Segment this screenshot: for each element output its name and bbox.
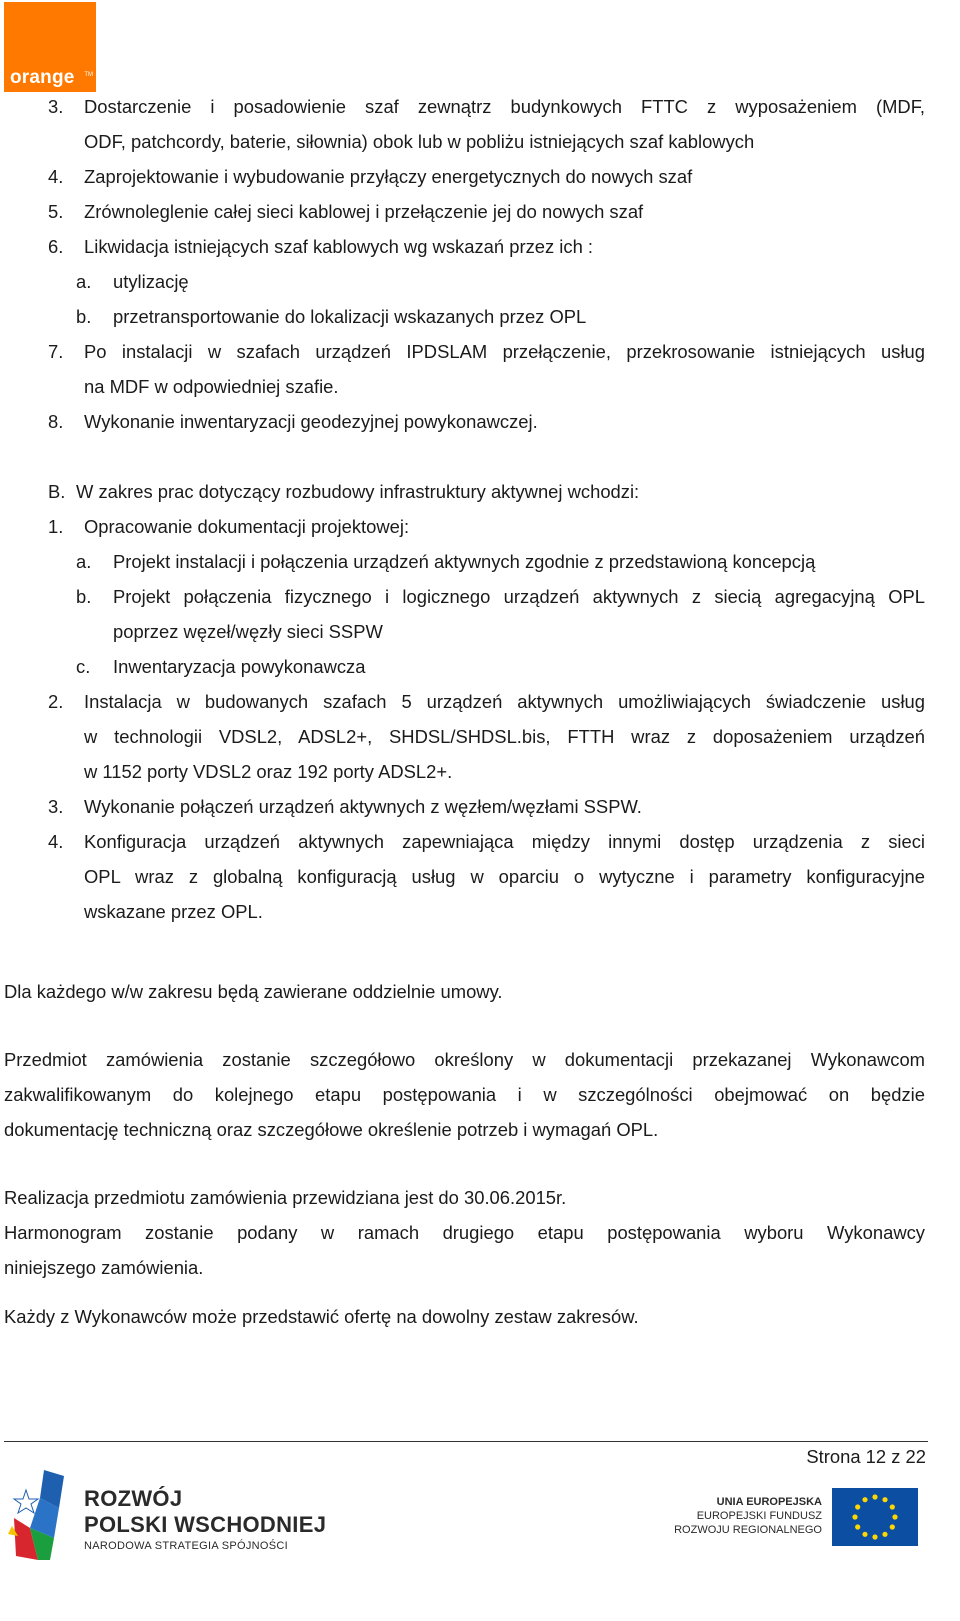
eu-text-line2: EUROPEJSKI FUNDUSZ	[696, 1510, 822, 1522]
sublist-item-letter: b.	[76, 306, 92, 327]
list-item-number: 7.	[48, 341, 64, 362]
orange-logo	[4, 2, 96, 92]
rpw-subtitle: NARODOWA STRATEGIA SPÓJNOŚCI	[84, 1540, 288, 1552]
sublist-item-text: poprzez węzeł/węzły sieci SSPW	[113, 621, 383, 642]
list-item-number: 8.	[48, 411, 64, 432]
list-item-text: Po instalacji w szafach urządzeń IPDSLAM przełączenie, przekrosowanie istniejących usług	[84, 341, 925, 362]
list-item-text: w technologii VDSL2, ADSL2+, SHDSL/SHDSL.bis, FTTH wraz z doposażeniem urządzeń	[84, 726, 925, 747]
paragraph: Każdy z Wykonawców może przedstawić ofertę na dowolny zestaw zakresów.	[4, 1306, 639, 1327]
section-heading-letter: B.	[48, 481, 66, 502]
list-item-text: Likwidacja istniejących szaf kablowych wg wskazań przez ich :	[84, 236, 594, 257]
list-item-number: 5.	[48, 201, 64, 222]
sublist-item-letter: a.	[76, 551, 92, 572]
list-item-number: 4.	[48, 166, 64, 187]
eu-flag-icon	[832, 1488, 918, 1546]
sublist-item-text: Projekt połączenia fizycznego i logicznego urządzeń aktywnych z siecią agregacyjną OPL	[113, 586, 925, 607]
list-item-text: w 1152 porty VDSL2 oraz 192 porty ADSL2+.	[84, 761, 453, 782]
sublist-item-text: Inwentaryzacja powykonawcza	[113, 656, 366, 677]
list-item-text: Zrównoleglenie całej sieci kablowej i przełączenie jej do nowych szaf	[84, 201, 644, 222]
eu-text-line3: ROZWOJU REGIONALNEGO	[674, 1524, 822, 1536]
list-item-text: na MDF w odpowiedniej szafie.	[84, 376, 339, 397]
list-item-text: Instalacja w budowanych szafach 5 urządzeń aktywnych umożliwiających świadczenie usług	[84, 691, 925, 712]
list-item-text: Wykonanie inwentaryzacji geodezyjnej powykonawczej.	[84, 411, 538, 432]
logo-wordmark: orange	[10, 67, 75, 88]
eu-text-line1: UNIA EUROPEJSKA	[716, 1496, 822, 1508]
paragraph: Dla każdego w/w zakresu będą zawierane oddzielnie umowy.	[4, 981, 503, 1002]
eu-fund-text	[674, 1495, 822, 1537]
paragraph-line: Przedmiot zamówienia zostanie szczegółowo określony w dokumentacji przekazanej Wykonawcom	[4, 1049, 925, 1070]
rozwoj-polski-wschodniej-logo	[4, 1468, 334, 1563]
paragraph-line: zakwalifikowanym do kolejnego etapu postępowania i w szczególności obejmować on będzie	[4, 1084, 925, 1105]
list-item-number: 3.	[48, 796, 64, 817]
list-item-text: OPL wraz z globalną konfiguracją usług w oparciu o wytyczne i parametry konfiguracyjne	[84, 866, 925, 887]
rpw-title-line1: ROZWÓJ	[84, 1486, 183, 1511]
rpw-emblem-icon	[4, 1468, 76, 1563]
logo-trademark: TM	[84, 72, 93, 78]
list-item-number: 6.	[48, 236, 64, 257]
footer-divider	[4, 1441, 928, 1442]
section-heading: W zakres prac dotyczący rozbudowy infrastruktury aktywnej wchodzi:	[76, 481, 640, 502]
sublist-item-letter: b.	[76, 586, 92, 607]
list-item-text: Zaprojektowanie i wybudowanie przyłączy energetycznych do nowych szaf	[84, 166, 693, 187]
paragraph: Realizacja przedmiotu zamówienia przewidziana jest do 30.06.2015r.	[4, 1187, 567, 1208]
rpw-title-line2: POLSKI WSCHODNIEJ	[84, 1512, 327, 1537]
list-item-text: Opracowanie dokumentacji projektowej:	[84, 516, 410, 537]
list-item-text: Konfiguracja urządzeń aktywnych zapewniająca między innymi dostęp urządzenia z sieci	[84, 831, 925, 852]
list-item-number: 4.	[48, 831, 64, 852]
paragraph-line: niniejszego zamówienia.	[4, 1257, 204, 1278]
list-item-number: 3.	[48, 96, 64, 117]
list-item-number: 1.	[48, 516, 64, 537]
sublist-item-letter: a.	[76, 271, 92, 292]
list-item-number: 2.	[48, 691, 64, 712]
list-item-text: wskazane przez OPL.	[84, 901, 263, 922]
sublist-item-letter: c.	[76, 656, 91, 677]
list-item-text: Dostarczenie i posadowienie szaf zewnątrz budynkowych FTTC z wyposażeniem (MDF,	[84, 96, 925, 117]
paragraph-line: dokumentację techniczną oraz szczegółowe określenie potrzeb i wymagań OPL.	[4, 1119, 659, 1140]
page-number: Strona 12 z 22	[806, 1446, 926, 1467]
sublist-item-text: utylizację	[113, 271, 189, 292]
sublist-item-text: Projekt instalacji i połączenia urządzeń aktywnych zgodnie z przedstawioną koncepcją	[113, 551, 816, 572]
sublist-item-text: przetransportowanie do lokalizacji wskazanych przez OPL	[113, 306, 587, 327]
paragraph-line: Harmonogram zostanie podany w ramach drugiego etapu postępowania wyboru Wykonawcy	[4, 1222, 925, 1243]
list-item-text: ODF, patchcordy, baterie, siłownia) obok lub w pobliżu istniejących szaf kablowych	[84, 131, 755, 152]
list-item-text: Wykonanie połączeń urządzeń aktywnych z węzłem/węzłami SSPW.	[84, 796, 642, 817]
